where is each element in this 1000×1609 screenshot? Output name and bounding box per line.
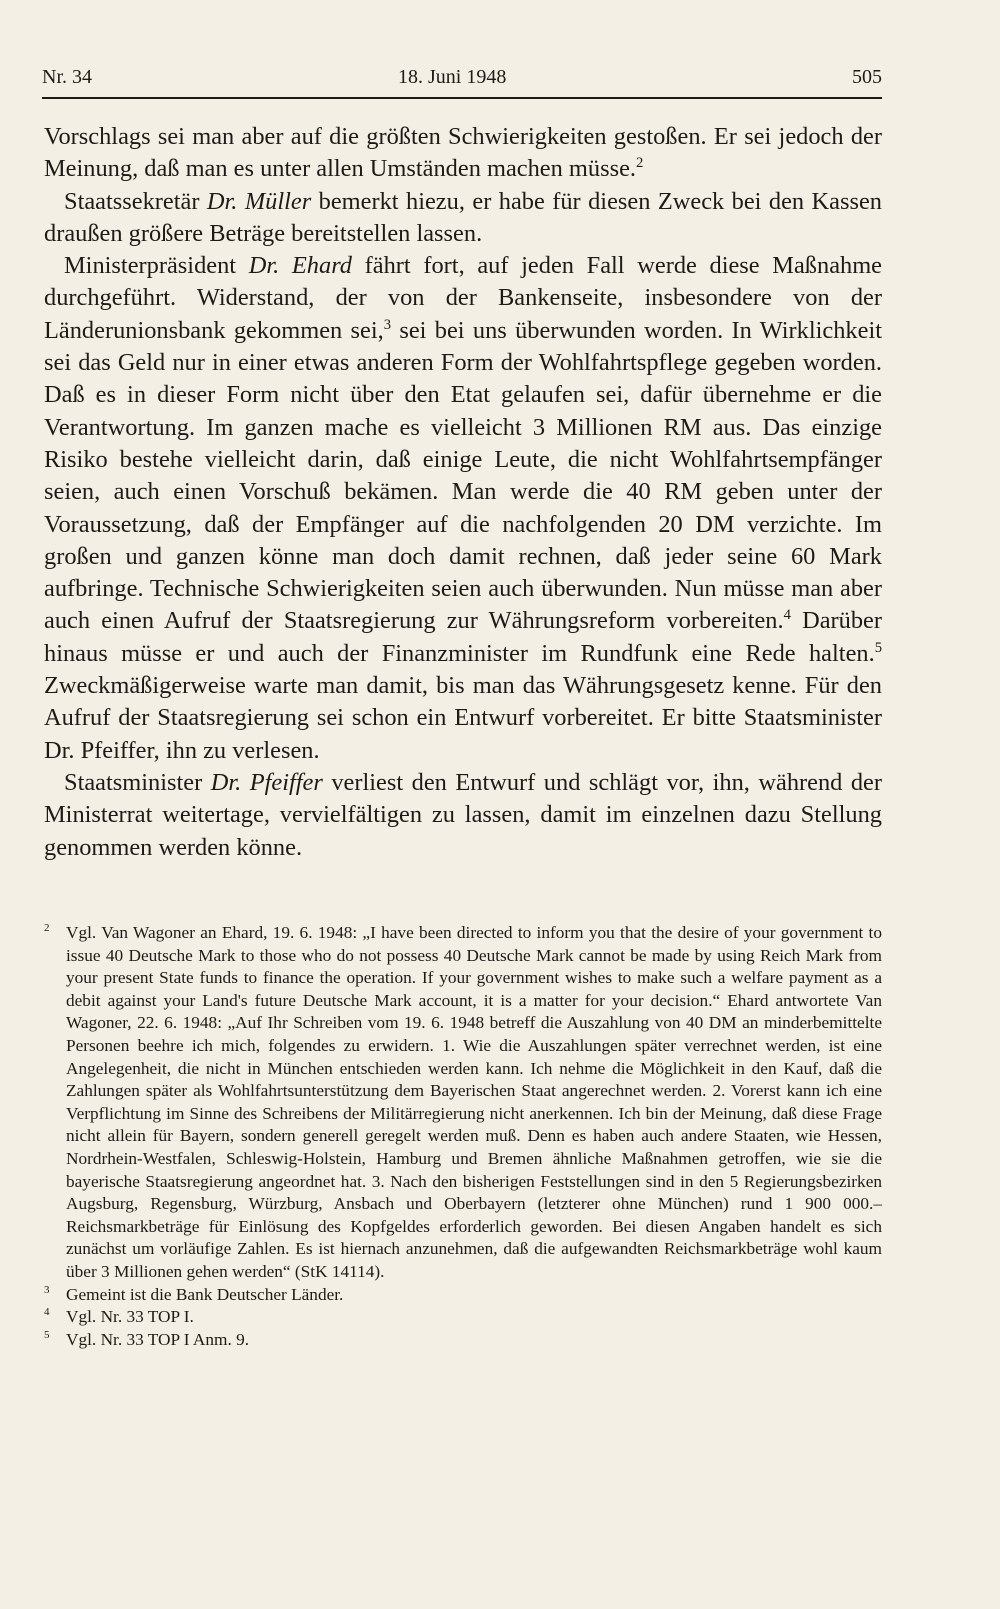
speaker-name: Dr. Pfeiffer: [210, 768, 323, 796]
footnotes: [44, 922, 882, 1351]
body-text: [44, 121, 882, 864]
footnote-ref-5: 5: [874, 639, 882, 656]
footnote-text: Gemeint ist die Bank Deutscher Länder.: [66, 1284, 344, 1304]
paragraph-2: Staatssekretär Dr. Müller bemerkt hiezu, er habe für diesen Zweck bei den Kassen draußen größere Beträge bereitstellen lassen.: [44, 187, 882, 247]
paragraph-1: Vorschlags sei man aber auf die größten Schwierigkeiten gestoßen. Er sei jedoch der Meinung, daß man es unter allen Umständen machen müsse.$^2$: [44, 123, 882, 183]
footnote-text: Vgl. Nr. 33 TOP I Anm. 9.: [66, 1329, 250, 1349]
footnote-number: 3: [44, 1283, 50, 1296]
footnote-number: 5: [44, 1328, 50, 1341]
footnote-number: 2: [44, 922, 50, 934]
footnote-text: Vgl. Nr. 33 TOP I.: [66, 1307, 194, 1327]
paragraph-3: Ministerpräsident Dr. Ehard fährt fort, auf jeden Fall werde diese Maßnahme durchgeführt. Widerstand, der von der Bankenseite, insbesondere von der Länderunionsbank gekommen sei,$^3$ sei bei uns überwunden worden. In Wirklichkeit sei das Geld nur in einer etwas anderen Form der Wohlfahrtspflege gegeben worden. Daß es in dieser Form nicht über den Etat gelaufen sei, dafür übernehme er die Verantwortung. Im ganzen mache es vielleicht 3 Millionen RM aus. Das einzige Risiko bestehe vielleicht darin, daß einige Leute, die nicht Wohlfahrtsempfänger seien, auch einen Vorschuß bekämen. Man werde die 40 RM geben unter der Voraussetzung, daß der Empfänger auf die nachfolgenden 20 DM verzichte. Im großen und ganzen könne man doch damit rechnen, daß jeder seine 60 Mark aufbringe. Technische Schwierigkeiten seien auch überwunden. Nun müsse man aber auch einen Aufruf der Staatsregierung zur Währungsreform vorbereiten.$^4$ Darüber hinaus müsse er und auch der Finanzminister im Rundfunk eine Rede halten.$^5$ Zweckmäßigerweise warte man damit, bis man das Währungsgesetz kenne. Für den Aufruf der Staatsregierung sei schon ein Entwurf vorbereitet. Er bitte Staatsminister Dr. Pfeiffer, ihn zu verlesen.: [44, 252, 883, 764]
page-number: 505: [852, 66, 882, 88]
paragraph-4: Staatsminister Dr. Pfeiffer verliest den Entwurf und schlägt vor, ihn, während der Ministerrat weitertage, vervielfältigen zu lassen, damit im einzelnen dazu Stellung genommen werden könne.: [44, 768, 883, 861]
footnote-4: [44, 1306, 882, 1329]
footnote-3: [44, 1284, 882, 1307]
speaker-name: Dr. Ehard: [248, 252, 352, 280]
footnote-number: 4: [44, 1306, 50, 1319]
document-number: Nr. 34: [42, 66, 92, 88]
speaker-name: Dr. Müller: [206, 187, 312, 215]
footnote-ref-4: 4: [783, 607, 791, 624]
footnote-5: [44, 1329, 882, 1352]
footnote-ref-3: 3: [383, 316, 392, 333]
header-rule: [42, 97, 882, 99]
footnote-text: Vgl. Van Wagoner an Ehard, 19. 6. 1948: „I have been directed to inform you that the desire of your government to issue 40 Deutsche Mark to those who do not possess 40 Deutsche Mark cannot be made by using Reich Mark from your present State funds to finance the operation. If your government wishes to make such a welfare payment as a debit against your Land's future Deutsche Mark account, it is a matter for your decision.“ Ehard antwortete Van Wagoner, 22. 6. 1948: „Auf Ihr Schreiben vom 19. 6. 1948 betreff die Auszahlung von 40 DM an minderbemittelte Personen beehre ich mich, folgendes zu erwidern. 1. Wie die Auszahlungen später verrechnet werden, ist eine Angelegenheit, die nicht in München entschieden werden kann. Ich nehme die Möglichkeit in den Kauf, daß die Zahlungen später als Wohlfahrtsunterstützung dem Bayerischen Staat angerechnet werden. 2. Vorerst kann ich eine Verpflichtung im Sinne des Schreibens der Militärregierung nicht anerkennen. Ich bin der Meinung, daß diese Frage nicht allein für Bayern, sondern generell geregelt werden muß. Denn es haben auch andere Staaten, wie Hessen, Nordrhein-Westfalen, Schleswig-Holstein, Hamburg und Bremen ähnliche Maßnahmen getroffen, wie sie die bayerische Staatsregierung angeordnet hat. 3. Nach den bisherigen Feststellungen sind in den 5 Regierungsbezirken Augsburg, Regensburg, Würzburg, Ansbach und Oberbayern (letzterer ohne München) rund 1 900 000.– Reichsmarkbeträge für Einlösung des Kopfgeldes erforderlich geworden. Bei diesen Angaben handelt es sich zunächst um vorläufige Zahlen. Es ist hiernach anzunehmen, daß die aufgewandten Reichsmarkbeträge wohl kaum über 3 Millionen gehen werden“ (StK 14114).: [66, 923, 882, 1281]
header-date: 18. Juni 1948: [398, 66, 507, 88]
page-header: [42, 60, 882, 100]
footnote-ref-2: 2: [636, 155, 644, 172]
footnote-2: [44, 922, 882, 1284]
